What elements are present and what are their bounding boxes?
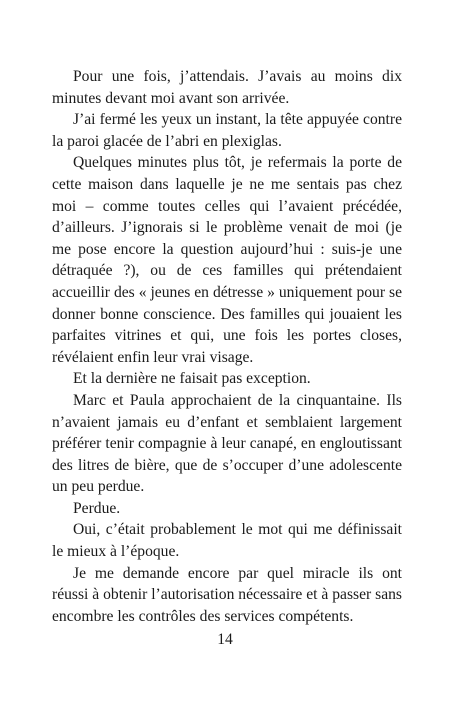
paragraph: Oui, c’était probablement le mot qui me définissait le mieux à l’époque. [52, 521, 402, 561]
paragraph: Perdue. [73, 499, 121, 517]
paragraph: Marc et Paula approchaient de la cinquantaine. Ils n’avaient jamais eu d’enfant et semblaient largement préférer tenir compagnie à leur canapé, en engloutissant des litres de bière, que de s’occuper d’une adolescente un peu perdue. [52, 391, 402, 496]
paragraph: Je me demande encore par quel miracle ils ont réussi à obtenir l’autorisation nécessaire et à passer sans encombre les contrôles des services compétents. [52, 564, 402, 625]
body-text [52, 66, 402, 627]
paragraph: Quelques minutes plus tôt, je refermais la porte de cette maison dans laquelle je ne me sentais pas chez moi – comme toutes celles qui l’avaient précédée, d’ailleurs. J’ignorais si le problème venait de moi (je me pose encore la question aujourd’hui : suis-je une détraquée ?), ou de ces familles qui prétendaient accueillir des « jeunes en détresse » uniquement pour se donner bonne conscience. Des familles qui jouaient les parfaites vitrines et qui, une fois les portes closes, révélaient enfin leur vrai visage. [52, 154, 402, 366]
paragraph: J’ai fermé les yeux un instant, la tête appuyée contre la paroi glacée de l’abri en plexiglas. [52, 111, 402, 150]
paragraph: Pour une fois, j’attendais. J’avais au moins dix minutes devant moi avant son arrivée. [52, 68, 402, 107]
page-number: 14 [217, 631, 233, 648]
paragraph: Et la dernière ne faisait pas exception. [73, 370, 311, 388]
